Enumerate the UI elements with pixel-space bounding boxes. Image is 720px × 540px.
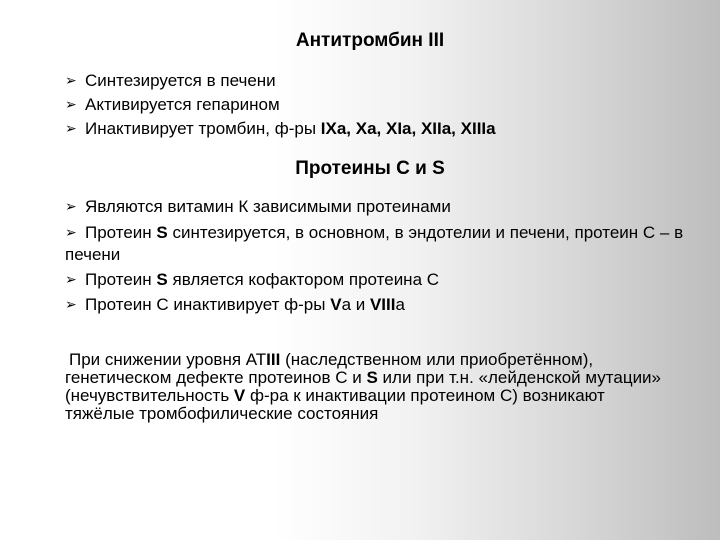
arrow-bullet-icon: ➢ [65,224,77,241]
list-item: ➢ Протеин S является кофактором протеина С [65,269,685,292]
arrow-bullet-icon: ➢ [65,271,77,288]
arrow-bullet-icon: ➢ [65,297,77,313]
list-item: ➢ Активируется гепарином [65,93,685,117]
summary-paragraph: При снижении уровня АТIII (наследственном или приобретённом), генетическом дефекте протеинов С и S или при т.н. «лейденской мутации» (нечувствительность V ф-ра к инактивации протеином С) возникают тяжёлые тромбофилические состояния [65,350,662,423]
list-item: ➢ Являются витамин К зависимыми протеинами [65,196,685,219]
arrow-bullet-icon: ➢ [65,97,77,113]
arrow-bullet-icon: ➢ [65,73,77,89]
arrow-bullet-icon: ➢ [65,121,77,137]
antithrombin-list [65,69,685,141]
list-item: ➢ Инактивирует тромбин, ф-ры IXa, Xa, XIa, XIIa, XIIIa [65,117,685,141]
list-item: ➢ Протеин С инактивирует ф-ры Va и VIIIa [65,294,685,317]
arrow-bullet-icon: ➢ [65,199,77,215]
section-heading-proteins: Протеины С и S [295,158,445,179]
list-item: ➢ Синтезируется в печени [65,69,685,93]
list-item: ➢ Протеин S синтезируется, в основном, в эндотелии и печени, протеин С – в печени [65,222,684,264]
proteins-list [65,196,685,320]
slide-title: Антитромбин III [295,30,445,51]
